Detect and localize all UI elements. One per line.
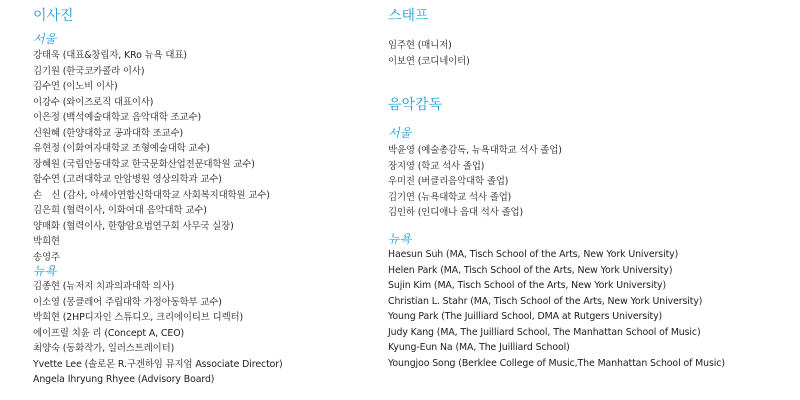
list-item: Angela Ihryung Rhyee (Advisory Board): [33, 374, 215, 385]
list-item: Yvette Lee (솔로몬 R.구겐하임 뮤지엄 Associate Director): [33, 358, 283, 370]
board-seoul-label: 서울: [33, 32, 57, 46]
list-item: 강태욱 (대표&창립자, KRo 뉴욕 대표): [33, 50, 187, 61]
list-item: Youngjoo Song (Berklee College of Music,The Manhattan School of Music): [388, 357, 725, 369]
list-item: Christian L. Stahr (MA, Tisch School of the Arts, New York University): [388, 295, 703, 307]
list-item: 이보연 (코디네이터): [388, 55, 470, 67]
list-item: 이강수 (와이즈로직 대표이사): [33, 96, 154, 108]
list-item: 김기연 (뉴욕대학교 석사 졸업): [388, 191, 512, 203]
list-item: Helen Park (MA, Tisch School of the Arts, New York University): [388, 264, 673, 276]
list-item: 박희현 (2HP디자인 스튜디오, 크리에이티브 디렉터): [33, 312, 244, 323]
list-item: 김은희 (협력이사, 이화여대 음악대학 교수): [33, 205, 207, 216]
list-item: 김수연 (이노비 이사): [33, 81, 118, 92]
list-item: 손 신 (감사, 아세아연합신학대학교 사회복지대학원 교수): [33, 189, 270, 201]
list-item: 유현정 (이화여자대학교 조형예술대학 교수): [33, 143, 210, 154]
list-item: 박윤영 (예술총감독, 뉴욕대학교 석사 졸업): [388, 145, 562, 156]
list-item: 신원혜 (한양대학교 공과대학 조교수): [33, 127, 184, 139]
list-item: 박희현: [33, 236, 60, 247]
list-item: 이은정 (백석예술대학교 음악대학 조교수): [33, 112, 202, 123]
list-item: Young Park (The Juilliard School, DMA at Rutgers University): [388, 311, 663, 322]
list-item: 장지영 (학교 석사 졸업): [388, 160, 485, 172]
list-item: 송영주: [33, 251, 60, 263]
music-seoul-list: [388, 143, 562, 221]
staff-list: [388, 38, 470, 69]
list-item: 장혜원 (국립안동대학교 한국문화산업전문대학원 교수): [33, 158, 255, 170]
music-seoul-label: 서울: [388, 126, 412, 140]
music-newyork-list: [388, 247, 725, 371]
board-heading: 이사진: [33, 8, 74, 24]
list-item: 에이프릴 치윤 리 (Concept A, CEO): [33, 327, 185, 339]
board-newyork-label: 뉴욕: [33, 264, 57, 278]
list-item: 함수연 (고려대학교 안암병원 영상의학과 교수): [33, 174, 222, 185]
board-seoul-list: [33, 48, 270, 265]
staff-heading: 스태프: [388, 8, 429, 24]
list-item: Judy Kang (MA, The Juilliard School, The Manhattan School of Music): [388, 326, 701, 338]
list-item: 최양숙 (동화작가, 일러스트레이터): [33, 343, 175, 354]
list-item: 양매화 (협력이사, 한향암요법연구회 사무국 실장): [33, 220, 234, 232]
list-item: Haesun Suh (MA, Tisch School of the Arts, New York University): [388, 249, 679, 260]
list-item: 김종현 (뉴저지 치과의과대학 의사): [33, 281, 175, 292]
list-item: 김인하 (인디애나 음대 석사 졸업): [388, 207, 524, 218]
list-item: Sujin Kim (MA, Tisch School of the Arts, New York University): [388, 280, 667, 291]
list-item: 이소영 (몽클레어 주립대학 가정아동학부 교수): [33, 296, 222, 308]
list-item: Kyung-Eun Na (MA, The Juilliard School): [388, 342, 570, 353]
music-newyork-label: 뉴욕: [388, 232, 412, 246]
list-item: 김기원 (한국코카콜라 이사): [33, 65, 145, 77]
list-item: 우미진 (버클리음악대학 졸업): [388, 176, 509, 187]
board-newyork-list: [33, 279, 283, 388]
music-heading: 음악감독: [388, 97, 443, 113]
list-item: 임주현 (매니저): [388, 40, 452, 51]
